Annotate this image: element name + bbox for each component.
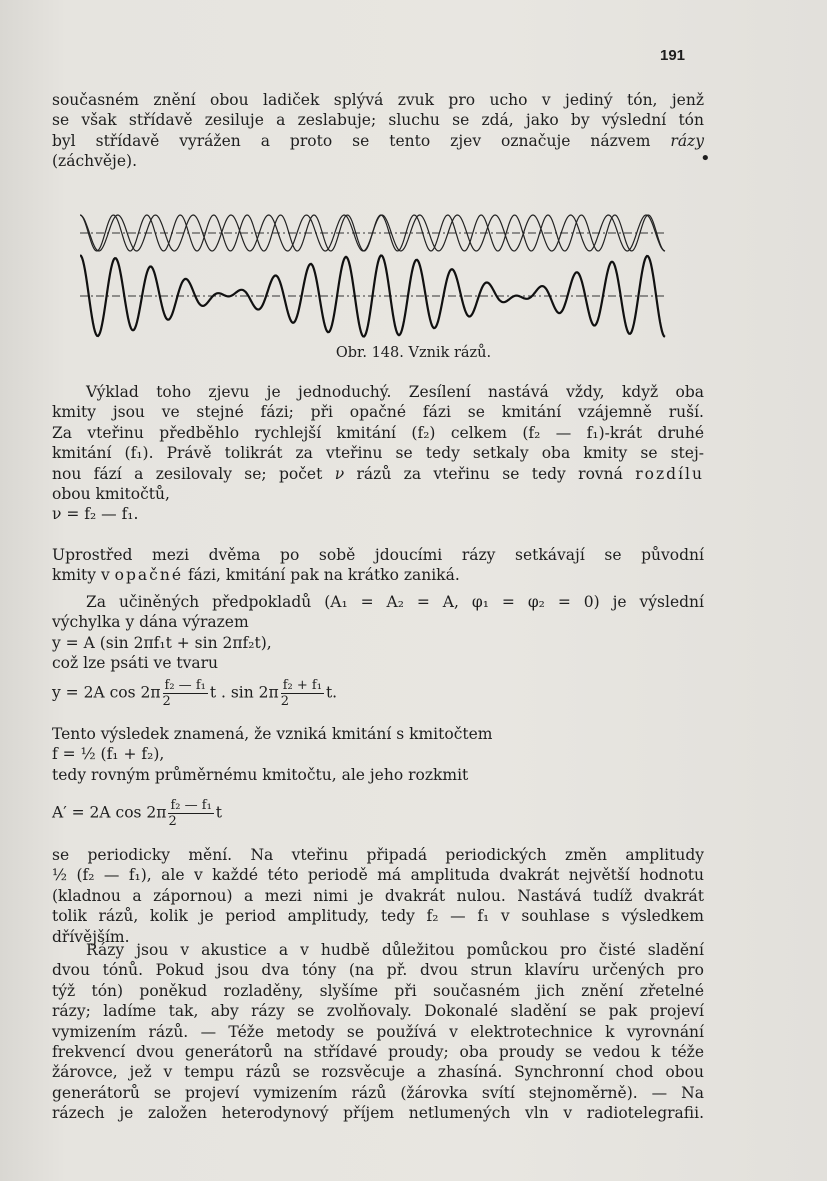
paragraph-derivation: Za učiněných předpokladů (A₁ = A₂ = A, φ₁ = φ₂ = 0) je výslední výchylka y dána výrazem y = A (sin 2πf₁t + sin 2πf₂t), což lze psáti ve tvaru [52,593,704,673]
figure-caption: Obr. 148. Vznik rázů. [335,345,492,361]
page-number: 191 [660,47,686,64]
paragraph-applications: Rázy jsou v akustice a v hudbě důležitou pomůckou pro čisté sladění dvou tónů. Pokud jsou dva tóny (na př. dvou strun klavíru určených pro týž tón) poněkud rozladěny, slyšíme při současném jich znění zřetelné rázy; ladíme tak, aby rázy se zvolňovaly. Dokonalé sladění se pak projeví vymizením rázů. — Téže metody se používá v elektrotechnice k vyrovnání frekvencí dvou generátorů na střídavé proudy; oba proudy se vedou k téže žárovce, jež v tempu rázů se rozsvěcuje a zhasíná. Synchronní chod obou generátorů se projeví vymizením rázů (žárovka svítí stejnoměrně). — Na rázech je založen heterodynový příjem netlumených vln v radiotelegrafii. [52,941,704,1123]
paragraph-result: Tento výsledek znamená, že vzniká kmitání s kmitočtem f = ½ (f₁ + f₂), tedy rovným průměrnému kmitočtu, ale jeho rozkmit [52,724,704,785]
equation-sum: y = A (sin 2πf₁t + sin 2πf₂t), [52,633,272,652]
paragraph-intro: současném znění obou ladiček splývá zvuk pro ucho v jediný tón, jenž se však střídavě zesiluje a zeslabuje; sluchu se zdá, jako by výslední tón byl střídavě vyrážen a proto se tento zjev označuje názvem rázy (záchvěje). [52,91,704,171]
equation-product: y = 2A cos 2π $\frac{\text{f₂ — f₁}}{2}$ t . sin 2π $\frac{\text{f₂ + f₁}}{2}$ t. [52,678,338,709]
equation-beat-frequency: ν = f₂ — f₁. [52,505,139,524]
equation-amplitude: A′ = 2A cos 2π $\frac{\text{f₂ — f₁}}{2}$ t [52,798,223,829]
margin-dot: • [700,148,711,169]
paragraph-amplitude-periods: se periodicky mění. Na vteřinu připadá periodických změn amplitudy ½ (f₂ — f₁), ale v každé této periodě má amplituda dvakrát největší hodnotu (kladnou a zápornou) a mezi nimi je dvakrát nulou. Nastává tudíž dvakrát tolik rázů, kolik je period amplitudy, tedy f₂ — f₁ v souhlase s výsledkem dřívějším. [52,846,704,946]
term-razy: rázy [670,131,704,150]
beats-figure [80,200,670,340]
equation-mean-frequency: f = ½ (f₁ + f₂), [52,745,165,764]
paragraph-explanation: Výklad toho zjevu je jednoduchý. Zesílení nastává vždy, když oba kmity jsou ve stejné fázi; při opačné fázi se kmitání vzájemně ruší. Za vteřinu předběhlo rychlejší kmitání (f₂) celkem (f₂ — f₁)-krát druhé kmitání (f₁). Právě tolikrát za vteřinu se tedy setkaly oba kmity se stej- nou fází a zesilovaly se; počet ν rázů za vteřinu se tedy rovná rozdílu obou kmitočtů, ν = f₂ — f₁. [52,383,704,524]
paragraph-opposite-phase: Uprostřed mezi dvěma po sobě jdoucími rázy setkávají se původní kmity v opačné fázi, kmitání pak na krátko zaniká. [52,546,704,585]
